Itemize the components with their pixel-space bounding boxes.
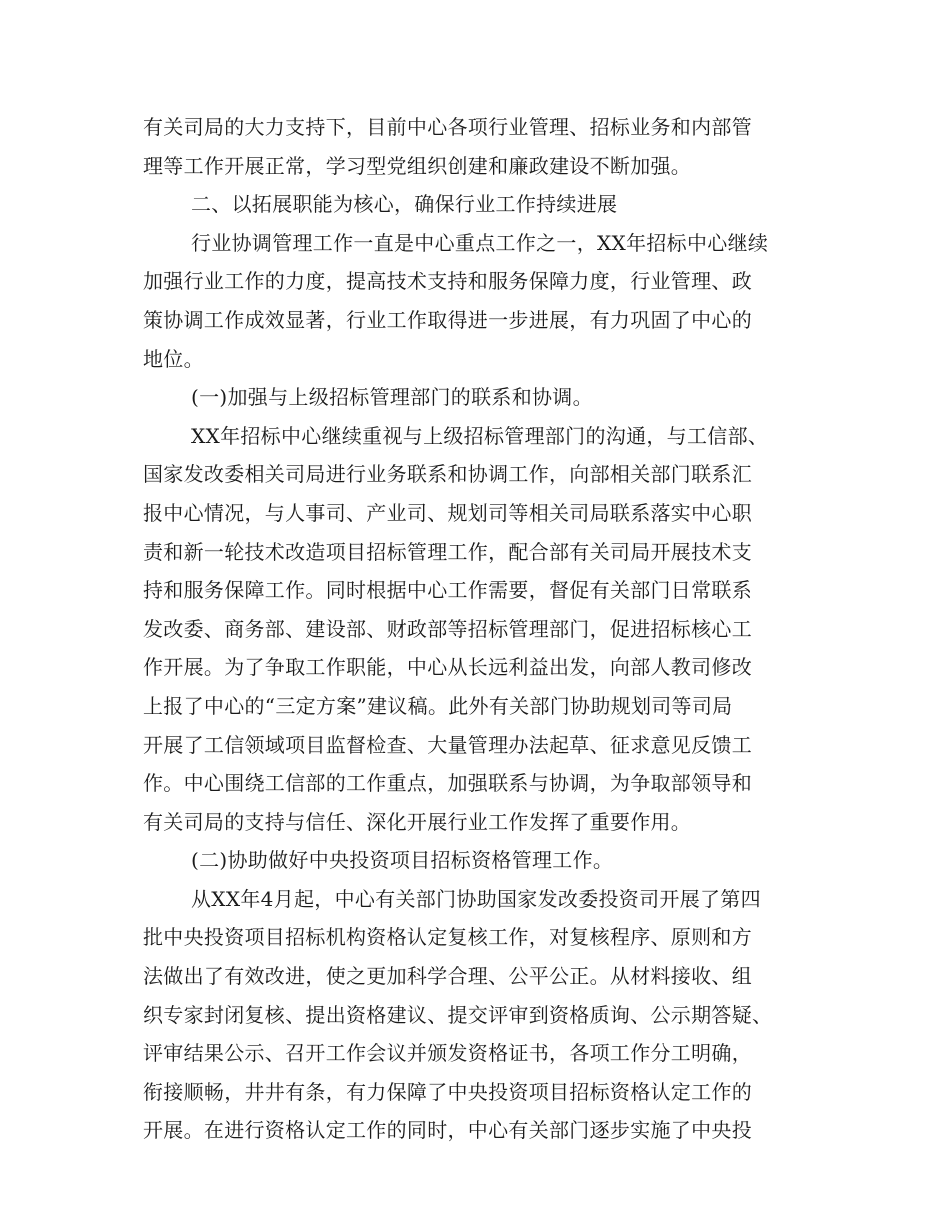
text-line: 衔接顺畅，井井有条，有力保障了中央投资项目招标资格认定工作的 [143,1079,752,1104]
text-line: 报中心情况，与人事司、产业司、规划司等相关司局联系落实中心职 [143,500,752,525]
text-line: XX年招标中心继续重视与上级招标管理部门的沟通，与工信部、 [191,423,769,448]
text-line: 理等工作开展正常，学习型党组织创建和廉政建设不断加强。 [143,153,692,178]
text-line: 开展。在进行资格认定工作的同时，中心有关部门逐步实施了中央投 [143,1118,752,1143]
text-line: 策协调工作成效显著，行业工作取得进一步进展，有力巩固了中心的 [143,307,752,332]
text-line: 持和服务保障工作。同时根据中心工作需要，督促有关部门日常联系 [143,578,752,603]
subsection-heading: (一)加强与上级招标管理部门的联系和协调。 [191,385,593,410]
text-line: 加强行业工作的力度，提高技术支持和服务保障力度，行业管理、政 [143,269,752,294]
subsection-heading: (二)协助做好中央投资项目招标资格管理工作。 [191,848,614,873]
text-line: 国家发改委相关司局进行业务联系和协调工作，向部相关部门联系汇 [143,462,752,487]
text-line: 发改委、商务部、建设部、财政部等招标管理部门，促进招标核心工 [143,616,752,641]
text-line: 批中央投资项目招标机构资格认定复核工作，对复核程序、原则和方 [143,925,752,950]
document-body [143,108,811,1150]
section-heading: 二、以拓展职能为核心，确保行业工作持续进展 [191,192,618,217]
text-line: 有关司局的支持与信任、深化开展行业工作发挥了重要作用。 [143,809,692,834]
text-line: 行业协调管理工作一直是中心重点工作之一，XX年招标中心继续 [191,230,769,255]
text-line: 织专家封闭复核、提出资格建议、提交评审到资格质询、公示期答疑、 [143,1002,773,1027]
text-line: 评审结果公示、召开工作会议并颁发资格证书，各项工作分工明确， [143,1041,752,1066]
text-line: 作。中心围绕工信部的工作重点，加强联系与协调，为争取部领导和 [143,771,752,796]
text-line: 地位。 [143,346,204,371]
text-line: 法做出了有效改进，使之更加科学合理、公平公正。从材料接收、组 [143,964,752,989]
text-line: 有关司局的大力支持下，目前中心各项行业管理、招标业务和内部管 [143,115,752,139]
text-line: 从XX年4月起，中心有关部门协助国家发改委投资司开展了第四 [191,886,761,911]
text-line: 责和新一轮技术改造项目招标管理工作，配合部有关司局开展技术支 [143,539,752,564]
text-line: 开展了工信领域项目监督检查、大量管理办法起草、征求意见反馈工 [143,732,752,757]
text-line: 作开展。为了争取工作职能，中心从长远利益出发，向部人教司修改 [143,655,752,680]
text-line: 上报了中心的“三定方案”建议稿。此外有关部门协助规划司等司局 [143,693,733,718]
